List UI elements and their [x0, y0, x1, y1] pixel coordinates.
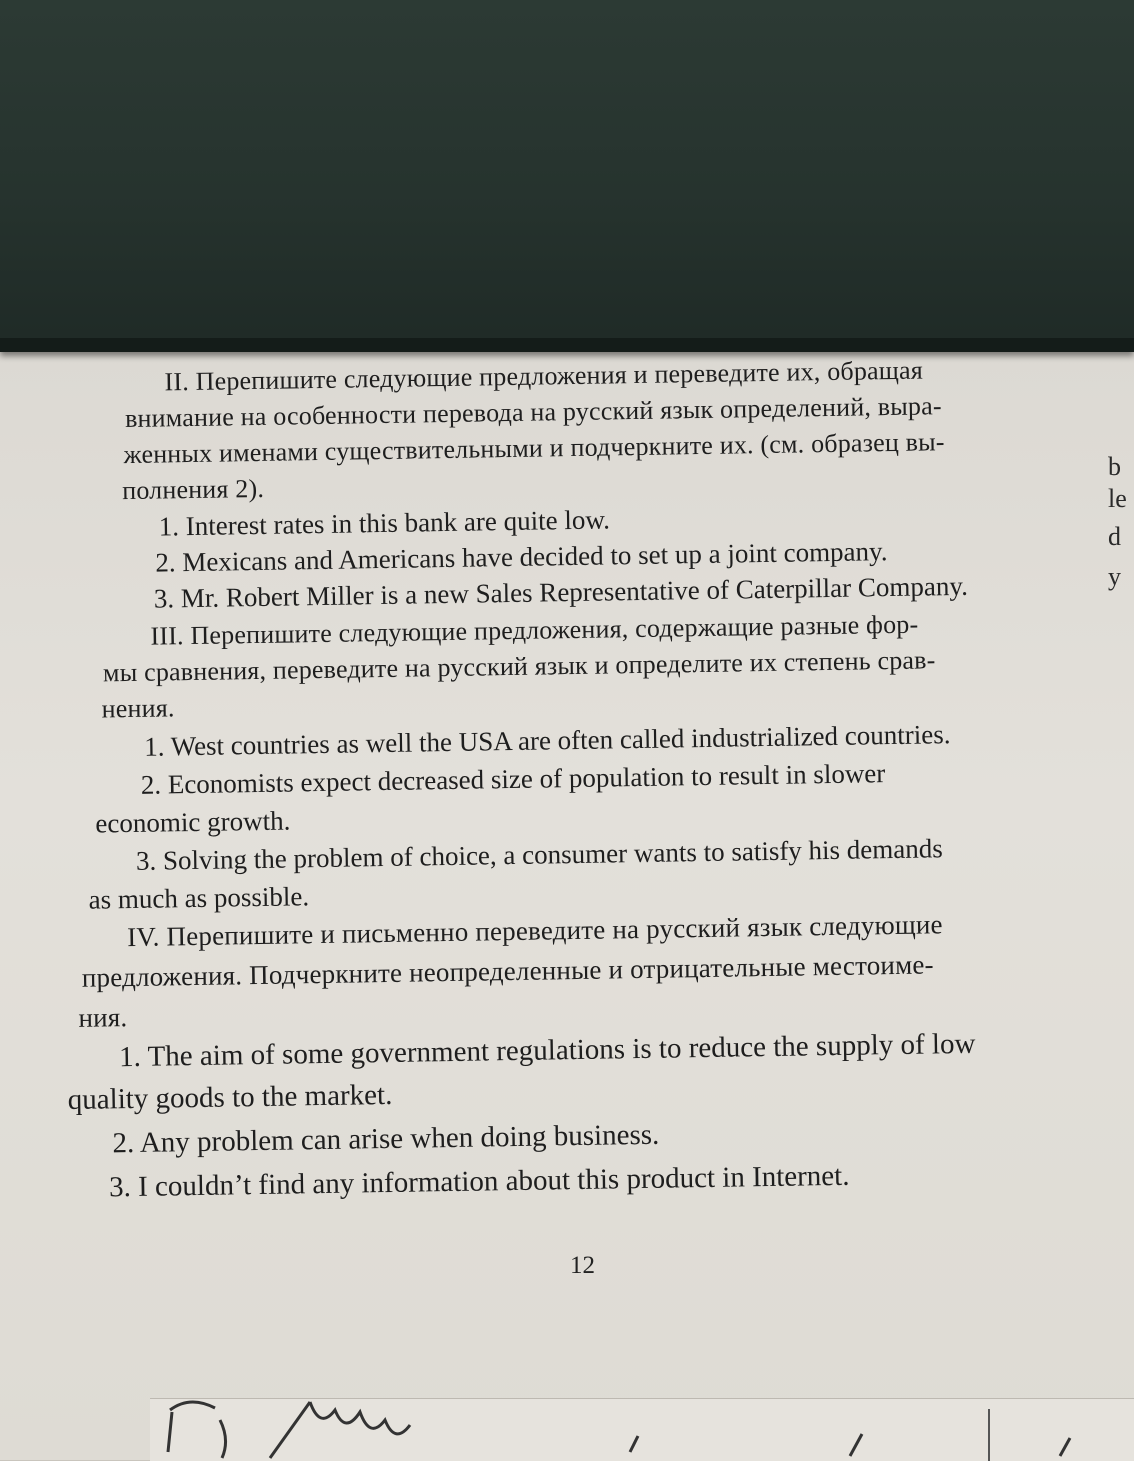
section-iv-item-1-cont: quality goods to the market.	[67, 1078, 393, 1117]
section-ii-item-1: 1. Interest rates in this bank are quite low.	[158, 504, 611, 542]
section-iv-line-2: предложения. Подчеркните неопределенные и отрицательные местоиме-	[81, 949, 934, 993]
section-iv-item-2: 2. Any problem can arise when doing business.	[112, 1118, 660, 1160]
section-ii-line-1: II. Перепишите следующие предложения и переведите их, обращая	[164, 355, 924, 397]
margin-fragment-4: y	[1108, 562, 1121, 591]
section-ii-line-3: женных именами существительными и подчеркните их. (см. образец вы-	[123, 427, 945, 470]
section-ii-item-2: 2. Mexicans and Americans have decided to set up a joint company.	[155, 536, 888, 578]
margin-fragment-2: le	[1108, 484, 1127, 513]
section-iii-item-2: 2. Economists expect decreased size of population to result in slower	[140, 758, 886, 800]
handwriting-scribble	[160, 1390, 1100, 1460]
section-iii-item-3-cont: as much as possible.	[88, 881, 310, 915]
section-iv-line-3: ния.	[78, 1002, 128, 1033]
margin-fragment-1: b	[1108, 452, 1121, 481]
section-iii-item-1: 1. West countries as well the USA are often called industrialized countries.	[143, 719, 951, 762]
section-iii-item-3: 3. Solving the problem of choice, a consumer wants to satisfy his demands	[135, 833, 944, 876]
section-ii-line-4: полнения 2).	[121, 473, 265, 506]
section-ii-line-2: внимание на особенности перевода на русский язык определений, выра-	[124, 391, 942, 434]
dark-folder-cover	[0, 0, 1134, 352]
section-iii-item-2-cont: economic growth.	[95, 805, 291, 839]
section-iv-item-3: 3. I couldn’t find any information about this product in Internet.	[108, 1159, 850, 1204]
folder-cover-edge	[0, 338, 1134, 352]
section-iii-line-1: III. Перепишите следующие предложения, содержащие разные фор-	[150, 609, 919, 651]
section-iii-line-2: мы сравнения, переведите на русский язык и определите их степень срав-	[102, 645, 936, 688]
page-number: 12	[570, 1252, 595, 1279]
section-iv-item-1: 1. The aim of some government regulations is to reduce the supply of low	[118, 1027, 976, 1074]
section-iii-line-3: нения.	[101, 693, 175, 724]
margin-fragment-3: d	[1108, 522, 1121, 551]
section-ii-item-3: 3. Mr. Robert Miller is a new Sales Representative of Caterpillar Company.	[153, 570, 969, 614]
section-iv-line-1: IV. Перепишите и письменно переведите на русский язык следующие	[126, 909, 943, 953]
